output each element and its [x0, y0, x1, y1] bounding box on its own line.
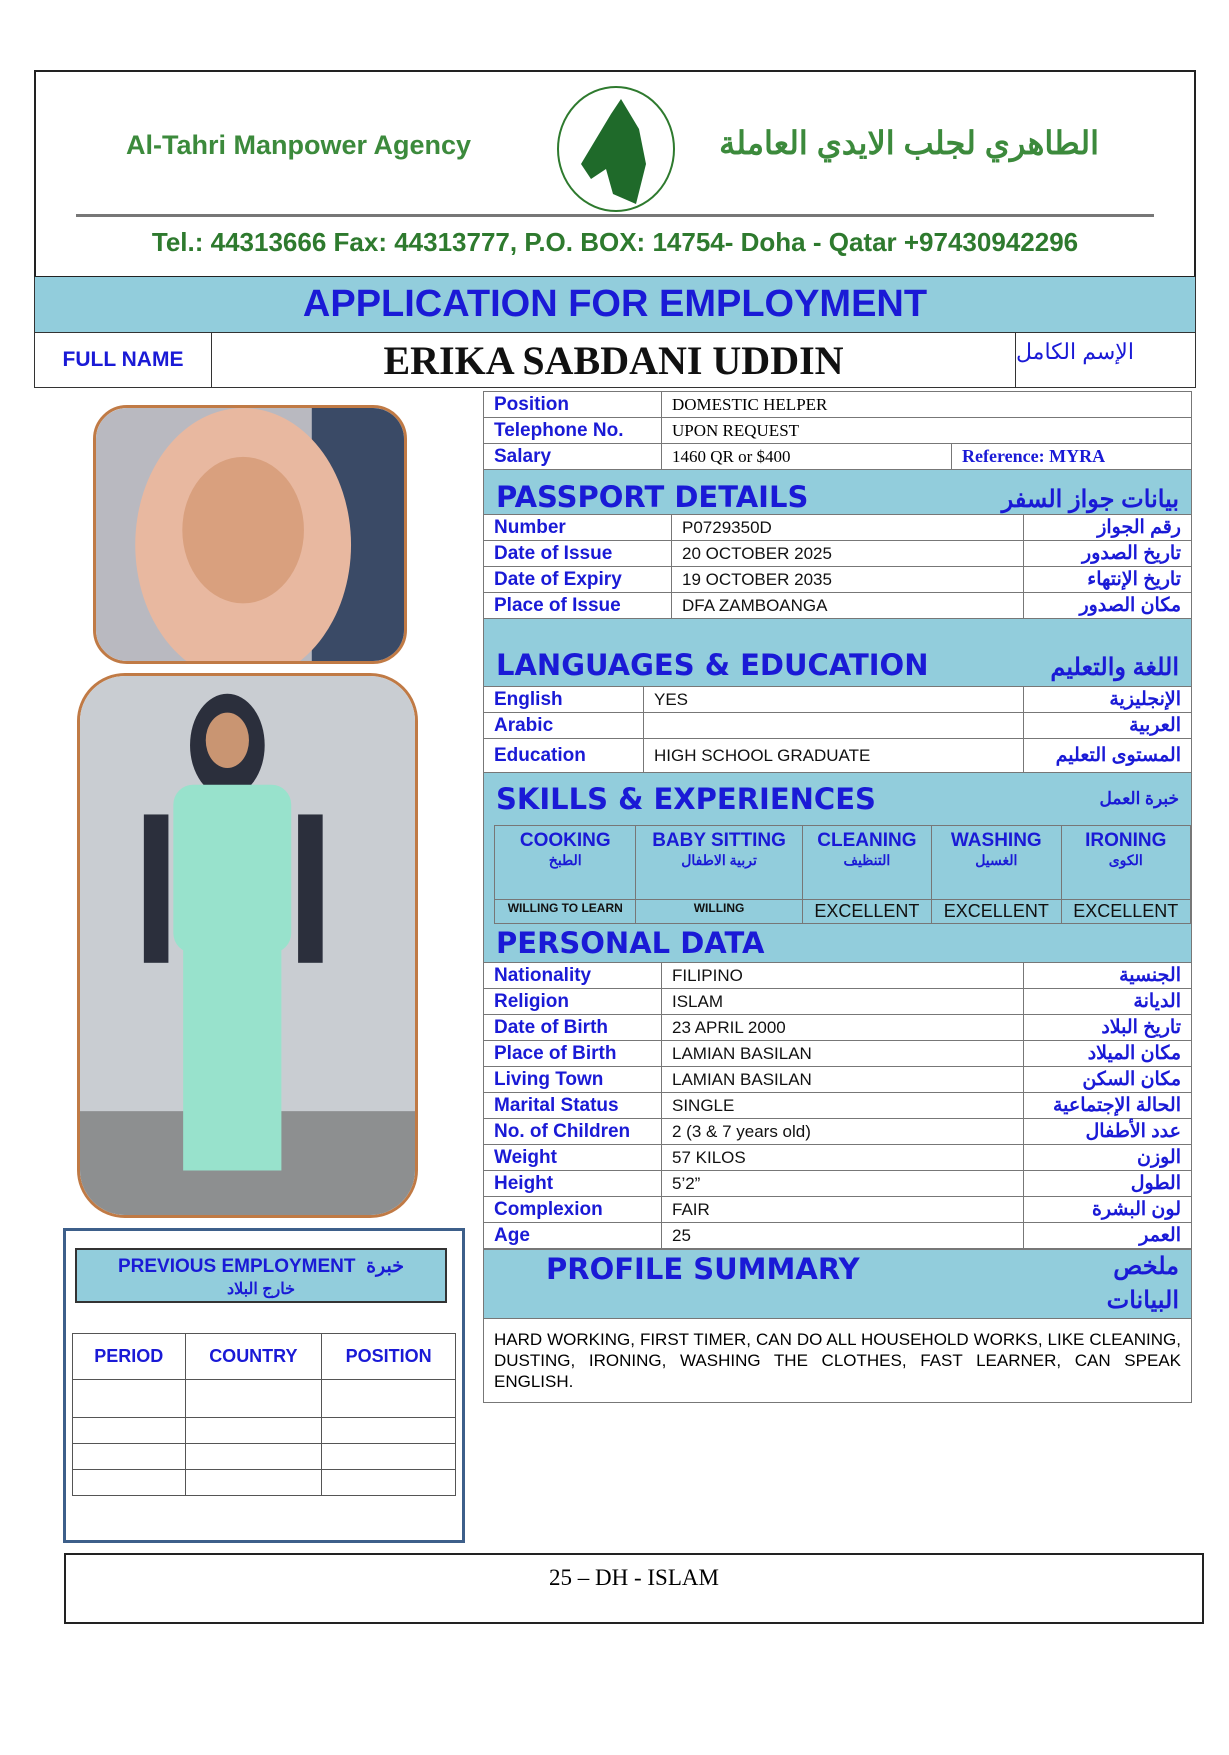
row-label-ar: الوزن [1024, 1145, 1192, 1171]
row-value: FAIR [662, 1197, 1024, 1223]
languages-header [483, 619, 1192, 686]
row-label: English [484, 687, 644, 713]
row-value: 20 OCTOBER 2025 [672, 541, 1024, 567]
section-title: LANGUAGES & EDUCATION [496, 648, 929, 682]
table-row [73, 1380, 456, 1418]
row-label: Place of Birth [484, 1041, 662, 1067]
row-label: Marital Status [484, 1093, 662, 1119]
table-row [484, 418, 1192, 444]
row-label: Date of Issue [484, 541, 672, 567]
skill-label: CLEANING [817, 830, 917, 851]
table-row [484, 739, 1192, 773]
row-label-ar: الديانة [1024, 989, 1192, 1015]
row-label: Religion [484, 989, 662, 1015]
salary-label: Salary [484, 444, 662, 470]
skill-label-ar: الكوى [1108, 852, 1143, 868]
row-value: LAMIAN BASILAN [662, 1067, 1024, 1093]
agency-name-ar: الطاهري لجلب الايدي العاملة [719, 125, 1099, 161]
table-row [73, 1418, 456, 1444]
personal-table [483, 962, 1192, 1249]
table-row [484, 567, 1192, 593]
row-label: Education [484, 739, 644, 773]
section-title: PASSPORT DETAILS [496, 480, 809, 514]
row-label-ar: الحالة الإجتماعية [1024, 1093, 1192, 1119]
skill-0 [495, 826, 636, 900]
table-row [484, 392, 1192, 418]
row-label: Living Town [484, 1067, 662, 1093]
portrait-photo [93, 405, 407, 664]
table-row [484, 1119, 1192, 1145]
skill-label-ar: تربية الاطفال [681, 852, 757, 868]
full-name-label-ar: الإسم الكامل [1015, 333, 1195, 387]
position-value: DOMESTIC HELPER [662, 392, 1192, 418]
table-row [484, 1015, 1192, 1041]
table-row [484, 1197, 1192, 1223]
row-value: FILIPINO [662, 963, 1024, 989]
table-row [484, 515, 1192, 541]
skill-label-ar: التنظيف [843, 852, 891, 868]
salary-value: 1460 QR or $400 [662, 444, 952, 470]
skill-level: EXCELLENT [932, 900, 1061, 924]
row-label-ar: رقم الجواز [1024, 515, 1192, 541]
skill-2 [802, 826, 931, 900]
row-value: ISLAM [662, 989, 1024, 1015]
row-label: No. of Children [484, 1119, 662, 1145]
skills-header [483, 773, 1192, 825]
job-table [483, 391, 1192, 470]
column-header-period: PERIOD [73, 1334, 186, 1380]
row-label: Number [484, 515, 672, 541]
section-title: PERSONAL DATA [496, 926, 765, 960]
telephone-label: Telephone No. [484, 418, 662, 444]
table-row [484, 1093, 1192, 1119]
row-label-ar: تاريخ البلاد [1024, 1015, 1192, 1041]
row-value [644, 713, 1024, 739]
table-row [484, 1223, 1192, 1249]
section-title-ar: اللغة والتعليم [1050, 654, 1179, 681]
row-value: DFA ZAMBOANGA [672, 593, 1024, 619]
row-value: LAMIAN BASILAN [662, 1041, 1024, 1067]
section-title-ar: خارج البلاد [226, 1281, 296, 1298]
column-header-position: POSITION [322, 1334, 456, 1380]
skill-4 [1061, 826, 1190, 900]
passport-header [483, 470, 1192, 514]
section-title: PROFILE SUMMARY [546, 1252, 860, 1286]
row-label: Place of Issue [484, 593, 672, 619]
contact-info: Tel.: 44313666 Fax: 44313777, P.O. BOX: 14754- Doha - Qatar +97430942296 [151, 227, 1079, 257]
skill-3 [932, 826, 1061, 900]
row-value: YES [644, 687, 1024, 713]
row-label-ar: لون البشرة [1024, 1197, 1192, 1223]
row-label-ar: تاريخ الإنتهاء [1024, 567, 1192, 593]
row-value: 5’2” [662, 1171, 1024, 1197]
letterhead [34, 70, 1196, 278]
row-label-ar: المستوى التعليم [1024, 739, 1192, 773]
table-row [484, 989, 1192, 1015]
full-body-photo [77, 673, 418, 1218]
table-row [484, 963, 1192, 989]
skill-level: WILLING TO LEARN [495, 900, 636, 924]
row-label-ar: مكان الميلاد [1024, 1041, 1192, 1067]
skill-label: WASHING [950, 830, 1042, 851]
row-label-ar: الطول [1024, 1171, 1192, 1197]
table-row [73, 1444, 456, 1470]
table-row [484, 444, 1192, 470]
row-label: Date of Birth [484, 1015, 662, 1041]
position-label: Position [484, 392, 662, 418]
agency-name-en: Al-Tahri Manpower Agency [126, 130, 472, 160]
table-row [484, 541, 1192, 567]
table-row [484, 1145, 1192, 1171]
page-title: APPLICATION FOR EMPLOYMENT [34, 277, 1196, 332]
skill-label: COOKING [519, 830, 611, 851]
footer-code: 25 – DH - ISLAM [64, 1553, 1204, 1624]
personal-header [483, 924, 1192, 962]
passport-table [483, 514, 1192, 619]
row-label: Nationality [484, 963, 662, 989]
table-row [484, 1067, 1192, 1093]
table-row [484, 1041, 1192, 1067]
table-row [484, 687, 1192, 713]
skill-label: BABY SITTING [652, 830, 786, 851]
row-label-ar: مكان الصدور [1024, 593, 1192, 619]
row-label-ar: مكان السكن [1024, 1067, 1192, 1093]
skills-frame [483, 825, 1192, 924]
row-label-ar: الجنسية [1024, 963, 1192, 989]
skill-label: IRONING [1085, 830, 1167, 851]
full-name-value: ERIKA SABDANI UDDIN [383, 338, 844, 383]
row-label: Date of Expiry [484, 567, 672, 593]
row-label: Height [484, 1171, 662, 1197]
row-label-ar: العربية [1024, 713, 1192, 739]
skill-level: WILLING [636, 900, 802, 924]
column-header-country: COUNTRY [185, 1334, 322, 1380]
skills-table [494, 825, 1191, 924]
row-label-ar: العمر [1024, 1223, 1192, 1249]
row-value: 19 OCTOBER 2035 [672, 567, 1024, 593]
table-row [73, 1470, 456, 1496]
row-value: HIGH SCHOOL GRADUATE [644, 739, 1024, 773]
row-label-ar: عدد الأطفال [1024, 1119, 1192, 1145]
row-value: 2 (3 & 7 years old) [662, 1119, 1024, 1145]
skill-label-ar: الغسيل [975, 852, 1018, 868]
row-label: Age [484, 1223, 662, 1249]
skill-1 [636, 826, 802, 900]
full-name-row [34, 332, 1196, 388]
row-value: 23 APRIL 2000 [662, 1015, 1024, 1041]
row-label: Weight [484, 1145, 662, 1171]
previous-employment-table [72, 1333, 456, 1496]
telephone-value: UPON REQUEST [662, 418, 1192, 444]
row-label-ar: الإنجليزية [1024, 687, 1192, 713]
reference: Reference: MYRA [952, 444, 1192, 470]
section-title-ar: بيانات جواز السفر [1001, 486, 1179, 513]
row-label-ar: تاريخ الصدور [1024, 541, 1192, 567]
row-value: SINGLE [662, 1093, 1024, 1119]
horse-logo-icon [551, 84, 681, 214]
row-value: 25 [662, 1223, 1024, 1249]
section-title-ar: ملخص [1113, 1253, 1179, 1280]
table-row [484, 593, 1192, 619]
table-row [484, 713, 1192, 739]
row-label: Arabic [484, 713, 644, 739]
profile-header [483, 1249, 1192, 1319]
row-label: Complexion [484, 1197, 662, 1223]
section-title-ar: البيانات [1106, 1287, 1179, 1314]
previous-employment [63, 1228, 465, 1543]
languages-table [483, 686, 1192, 773]
divider [76, 214, 1154, 217]
skill-label-ar: الطبخ [548, 852, 582, 868]
skill-level: EXCELLENT [1061, 900, 1190, 924]
section-title-ar: خبرة [366, 1256, 404, 1277]
full-name-label: FULL NAME [35, 333, 212, 387]
section-title: SKILLS & EXPERIENCES [496, 782, 876, 816]
previous-employment-header [75, 1248, 447, 1303]
table-row [484, 1171, 1192, 1197]
details-column [483, 391, 1192, 1403]
section-title-ar: خبرة العمل [1099, 789, 1179, 808]
profile-summary-text: HARD WORKING, FIRST TIMER, CAN DO ALL HOUSEHOLD WORKS, LIKE CLEANING, DUSTING, IRONING, WASHING THE CLOTHES, FAST LEARNER, CAN SPEAK ENGLISH. [483, 1319, 1192, 1403]
skill-level: EXCELLENT [802, 900, 931, 924]
section-title: PREVIOUS EMPLOYMENT [117, 1256, 356, 1277]
row-value: 57 KILOS [662, 1145, 1024, 1171]
row-value: P0729350D [672, 515, 1024, 541]
